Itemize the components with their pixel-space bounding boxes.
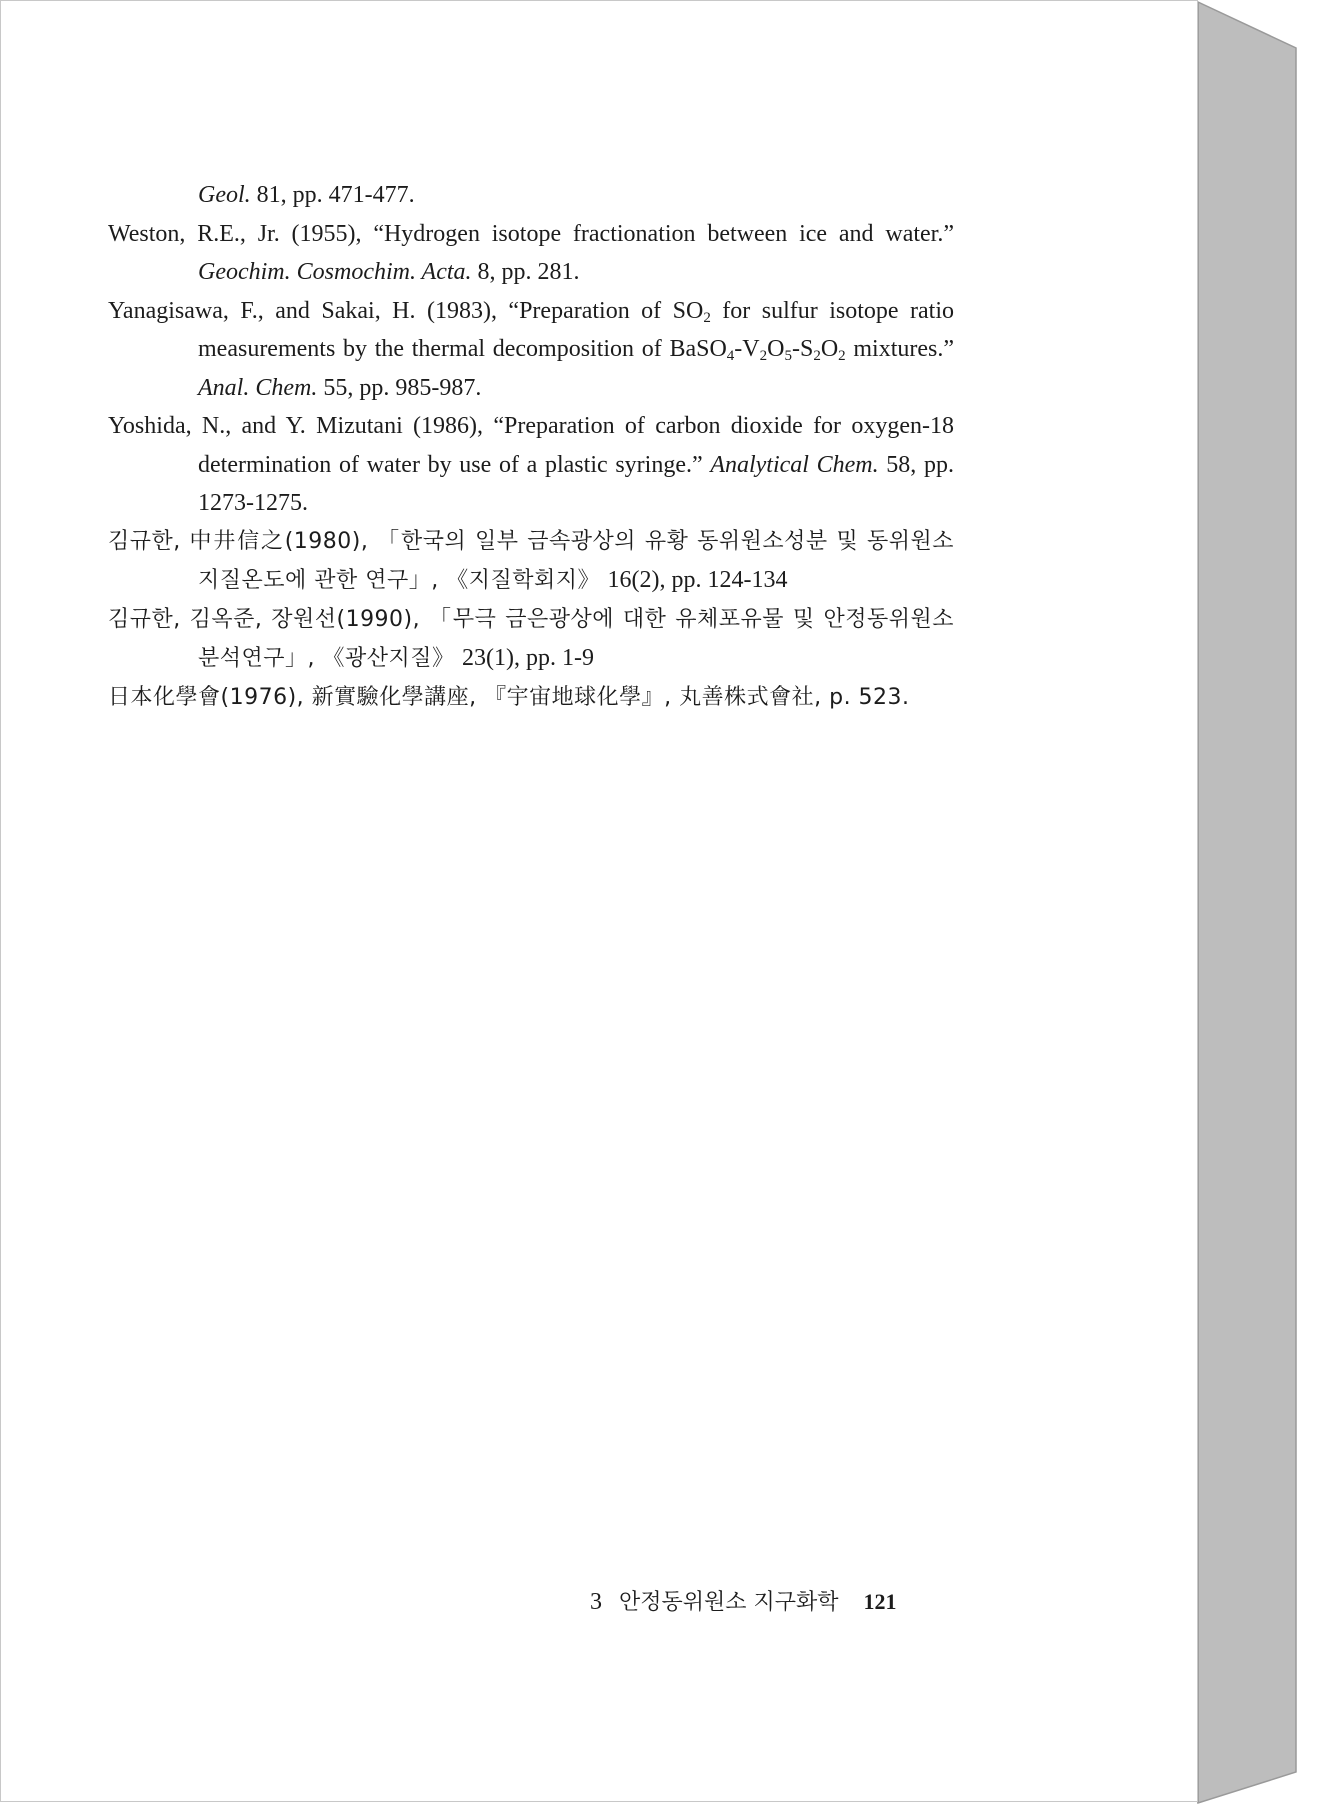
reference-list: [108, 176, 954, 717]
reference-entry: Weston, R.E., Jr. (1955), “Hydrogen isotope fractionation between ice and water.” Geochim. Cosmochim. Acta. 8, pp. 281.: [108, 220, 954, 285]
journal-title: Anal. Chem.: [198, 374, 318, 401]
journal-title: Analytical Chem.: [710, 451, 879, 478]
journal-title: Geol.: [198, 182, 251, 208]
reference-entry: 日本化學會(1976), 新實驗化學講座, 『宇宙地球化學』, 丸善株式會社, p. 523.: [108, 684, 910, 710]
chapter-title: 안정동위원소 지구화학: [619, 1590, 839, 1615]
journal-title: Geochim. Cosmochim. Acta.: [198, 259, 472, 285]
reference-entry: Geol. 81, pp. 471-477.: [198, 182, 415, 208]
reference-entry: Yoshida, N., and Y. Mizutani (1986), “Preparation of carbon dioxide for oxygen-18 determination of water by use of a plastic syringe.” Analytical Chem. 58, pp. 1273-1275.: [108, 413, 954, 516]
page-footer: [590, 1585, 930, 1616]
reference-entry: Yanagisawa, F., and Sakai, H. (1983), “Preparation of $SO_2$ for sulfur isotope ratio measurements by the thermal decomposition of $BaSO_4-V_2O_5-S_2O_2$ mixtures.” Anal. Chem. 55, pp. 985-987.: [108, 297, 955, 401]
page-number: 121: [863, 1589, 897, 1614]
reference-entry: 김규한, 中井信之(1980), 「한국의 일부 금속광상의 유황 동위원소성분 및 동위원소 지질온도에 관한 연구」, 《지질학회지》 16(2), pp. 124-134: [108, 528, 954, 593]
chapter-number: 3: [590, 1589, 602, 1615]
reference-entry: 김규한, 김옥준, 장원선(1990), 「무극 금은광상에 대한 유체포유물 및 안정동위원소 분석연구」, 《광산지질》 23(1), pp. 1-9: [108, 606, 954, 671]
